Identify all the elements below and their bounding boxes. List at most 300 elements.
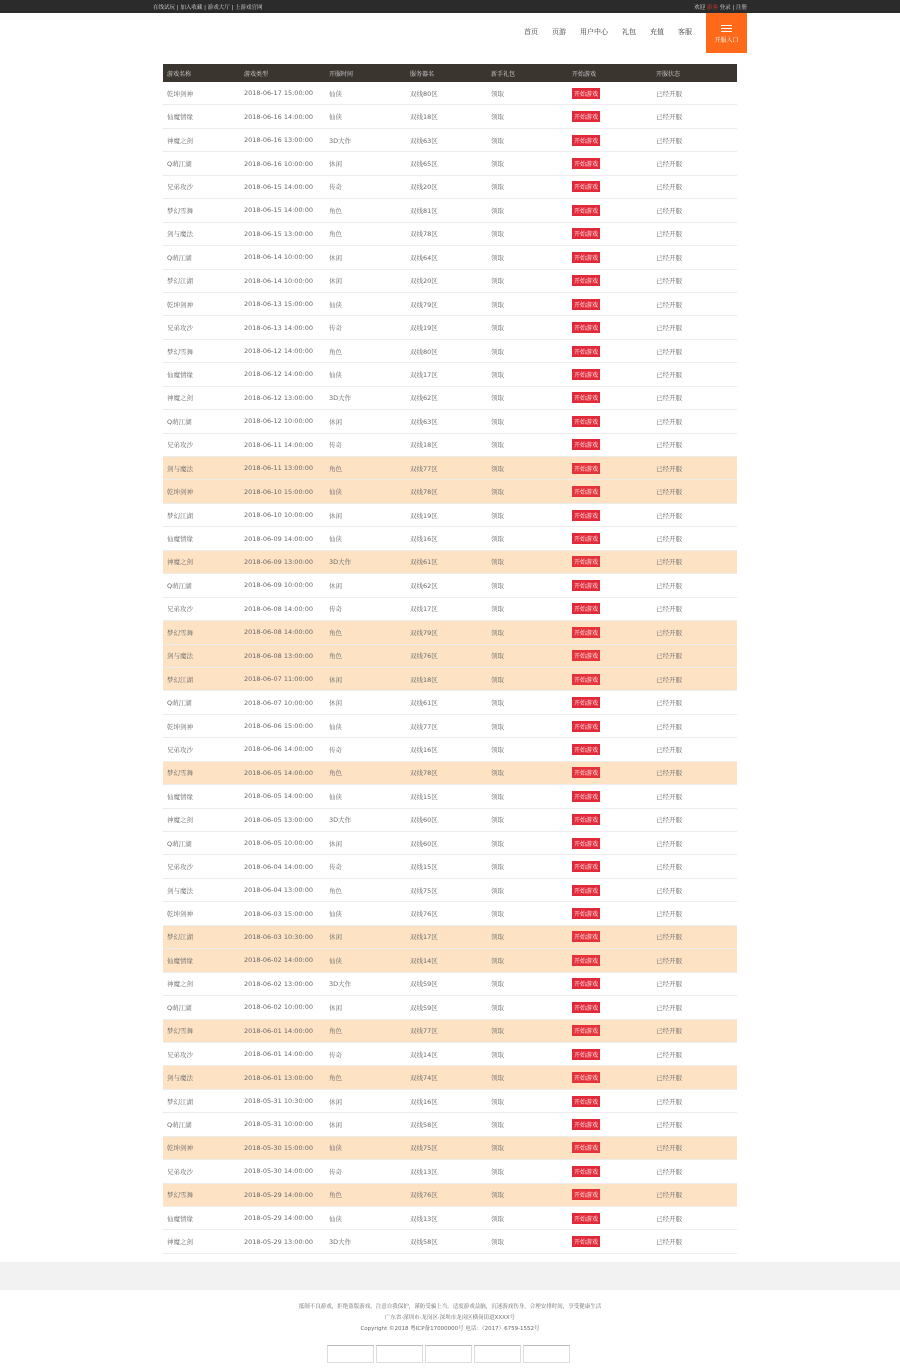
cell-game-name[interactable]: 兄弟攻沙 — [167, 441, 193, 450]
start-game-button[interactable]: 开始游戏 — [572, 885, 600, 896]
cell-game-name[interactable]: Q萌江湖 — [167, 581, 192, 590]
cell-open-time: 2018-06-04 13:00:00 — [244, 886, 314, 895]
start-game-button[interactable]: 开始游戏 — [572, 252, 600, 263]
cell-status: 已经开服 — [656, 769, 682, 778]
start-game-button[interactable]: 开始游戏 — [572, 1236, 600, 1247]
cell-game-name[interactable]: 梦幻雪舞 — [167, 1191, 193, 1200]
cell-game-type: 休闲 — [329, 277, 342, 286]
footer-badges — [327, 1345, 570, 1363]
cell-game-name[interactable]: 兄弟攻沙 — [167, 605, 193, 614]
cell-status: 已经开服 — [656, 89, 682, 98]
cell-open-time: 2018-06-03 10:30:00 — [244, 932, 314, 941]
cell-gift-link[interactable]: 领取 — [491, 417, 504, 426]
cell-game-name[interactable]: 兄弟攻沙 — [167, 745, 193, 754]
table-row — [163, 551, 737, 574]
start-game-button[interactable]: 开始游戏 — [572, 135, 600, 146]
cell-game-name[interactable]: 神魔之剑 — [167, 1238, 193, 1247]
cell-game-name[interactable]: Q萌江湖 — [167, 253, 192, 262]
cell-start — [568, 838, 650, 849]
start-game-button[interactable]: 开始游戏 — [572, 861, 600, 872]
nav-item-gift[interactable]: 礼包 — [622, 28, 636, 36]
start-game-button[interactable]: 开始游戏 — [572, 322, 600, 333]
start-game-button[interactable]: 开始游戏 — [572, 1002, 600, 1013]
cell-gift-link[interactable]: 领取 — [491, 1167, 504, 1176]
cell-gift-link[interactable]: 领取 — [491, 933, 504, 942]
cell-open-time: 2018-06-06 15:00:00 — [244, 722, 314, 731]
cell-open-time: 2018-06-02 10:00:00 — [244, 1003, 314, 1012]
cell-status: 已经开服 — [656, 745, 682, 754]
start-game-button[interactable]: 开始游戏 — [572, 978, 600, 989]
cell-gift-link[interactable]: 领取 — [491, 324, 504, 333]
cell-status: 已经开服 — [656, 206, 682, 215]
cell-game-type: 角色 — [329, 769, 342, 778]
cell-server-name: 双线16区 — [410, 745, 438, 754]
start-game-button[interactable]: 开始游戏 — [572, 580, 600, 591]
start-game-button[interactable]: 开始游戏 — [572, 533, 600, 544]
cell-game-type: 仙侠 — [329, 1214, 342, 1223]
cell-open-time: 2018-06-01 14:00:00 — [244, 1050, 314, 1059]
start-game-button[interactable]: 开始游戏 — [572, 674, 600, 685]
cell-game-name[interactable]: 梦幻雪舞 — [167, 347, 193, 356]
cell-game-name[interactable]: 梦幻雪舞 — [167, 1027, 193, 1036]
cell-gift-link[interactable]: 领取 — [491, 581, 504, 590]
cell-game-name[interactable]: 剑与魔法 — [167, 464, 193, 473]
cell-start — [568, 416, 650, 427]
cell-gift-link[interactable]: 领取 — [491, 1238, 504, 1247]
cell-gift-link[interactable]: 领取 — [491, 769, 504, 778]
table-row — [163, 246, 737, 269]
footer-address: 广东省·深圳市·龙岗区·深圳市龙岗区横岗街道XXXX号 — [384, 1315, 516, 1321]
cell-start — [568, 767, 650, 778]
cell-game-type: 传奇 — [329, 1050, 342, 1059]
start-game-button[interactable]: 开始游戏 — [572, 346, 600, 357]
start-game-button[interactable]: 开始游戏 — [572, 510, 600, 521]
cell-game-type: 休闲 — [329, 1003, 342, 1012]
cell-status: 已经开服 — [656, 1144, 682, 1153]
cell-game-name[interactable]: 乾坤剑神 — [167, 488, 193, 497]
cell-server-name: 双线20区 — [410, 183, 438, 192]
table-row — [163, 1207, 737, 1230]
cell-game-name[interactable]: 剑与魔法 — [167, 886, 193, 895]
start-game-button[interactable]: 开始游戏 — [572, 299, 600, 310]
badge-image[interactable] — [425, 1345, 472, 1363]
cell-game-name[interactable]: 梦幻雪舞 — [167, 206, 193, 215]
cell-server-name: 双线76区 — [410, 910, 438, 919]
cell-gift-link[interactable]: 领取 — [491, 1074, 504, 1083]
start-game-button[interactable]: 开始游戏 — [572, 416, 600, 427]
badge-image[interactable] — [474, 1345, 521, 1363]
cell-gift-link[interactable]: 领取 — [491, 558, 504, 567]
cell-open-time: 2018-06-09 14:00:00 — [244, 534, 314, 543]
cell-gift-link[interactable]: 领取 — [491, 652, 504, 661]
cell-game-name[interactable]: 神魔之剑 — [167, 816, 193, 825]
cell-status: 已经开服 — [656, 980, 682, 989]
cell-server-name: 双线74区 — [410, 1074, 438, 1083]
cell-game-name[interactable]: 兄弟攻沙 — [167, 1050, 193, 1059]
cell-gift-link[interactable]: 领取 — [491, 89, 504, 98]
table-row — [163, 199, 737, 222]
cell-gift-link[interactable]: 领取 — [491, 745, 504, 754]
cell-gift-link[interactable]: 领取 — [491, 464, 504, 473]
table-row — [163, 668, 737, 691]
badge-image[interactable] — [376, 1345, 423, 1363]
cell-gift-link[interactable]: 领取 — [491, 535, 504, 544]
cell-server-name: 双线75区 — [410, 1144, 438, 1153]
footer-notice: 抵制不良游戏，拒绝盗版游戏。注意自我保护，谨防受骗上当。适度游戏益脑，沉迷游戏伤身。合理安排时间，享受健康生活 — [298, 1304, 602, 1310]
cell-server-name: 双线79区 — [410, 300, 438, 309]
cell-game-name[interactable]: 仙魔情缘 — [167, 1214, 193, 1223]
start-game-button[interactable]: 开始游戏 — [572, 908, 600, 919]
cell-game-type: 休闲 — [329, 1120, 342, 1129]
cell-game-type: 传奇 — [329, 441, 342, 450]
cell-gift-link[interactable]: 领取 — [491, 1050, 504, 1059]
cell-start — [568, 299, 650, 310]
cell-game-type: 仙侠 — [329, 792, 342, 801]
start-game-button[interactable]: 开始游戏 — [572, 486, 600, 497]
cell-gift-link[interactable]: 领取 — [491, 1191, 504, 1200]
cell-server-name: 双线75区 — [410, 886, 438, 895]
cell-open-time: 2018-05-30 14:00:00 — [244, 1167, 314, 1176]
cell-gift-link[interactable]: 领取 — [491, 230, 504, 239]
cell-status: 已经开服 — [656, 160, 682, 169]
start-game-button[interactable]: 开始游戏 — [572, 1072, 600, 1083]
cell-gift-link[interactable]: 领取 — [491, 113, 504, 122]
cell-server-name: 双线18区 — [410, 675, 438, 684]
start-game-button[interactable]: 开始游戏 — [572, 650, 600, 661]
server-entry-button[interactable] — [706, 13, 747, 53]
cell-gift-link[interactable]: 领取 — [491, 488, 504, 497]
cell-game-name[interactable]: 梦幻江湖 — [167, 277, 193, 286]
cell-start — [568, 627, 650, 638]
table-row — [163, 1160, 737, 1183]
cell-open-time: 2018-06-11 13:00:00 — [244, 464, 314, 473]
start-game-button[interactable]: 开始游戏 — [572, 369, 600, 380]
start-game-button[interactable]: 开始游戏 — [572, 1025, 600, 1036]
start-game-button[interactable]: 开始游戏 — [572, 158, 600, 169]
cell-game-name[interactable]: Q萌江湖 — [167, 699, 192, 708]
cell-start — [568, 275, 650, 286]
cell-status: 已经开服 — [656, 277, 682, 286]
start-game-button[interactable]: 开始游戏 — [572, 791, 600, 802]
badge-image[interactable] — [523, 1345, 570, 1363]
cell-gift-link[interactable]: 领取 — [491, 277, 504, 286]
nav-item-recharge[interactable]: 充值 — [650, 28, 664, 36]
cell-game-name[interactable]: Q萌江湖 — [167, 160, 192, 169]
cell-open-time: 2018-06-02 14:00:00 — [244, 956, 314, 965]
cell-gift-link[interactable]: 领取 — [491, 910, 504, 919]
cell-game-name[interactable]: 梦幻江湖 — [167, 1097, 193, 1106]
cell-server-name: 双线19区 — [410, 324, 438, 333]
cell-start — [568, 1096, 650, 1107]
cell-server-name: 双线20区 — [410, 277, 438, 286]
cell-start — [568, 252, 650, 263]
cell-start — [568, 346, 650, 357]
cell-gift-link[interactable]: 领取 — [491, 839, 504, 848]
cell-open-time: 2018-05-31 10:00:00 — [244, 1120, 314, 1129]
cell-game-name[interactable]: 神魔之剑 — [167, 980, 193, 989]
cell-open-time: 2018-06-06 14:00:00 — [244, 745, 314, 754]
cell-gift-link[interactable]: 领取 — [491, 1027, 504, 1036]
start-game-button[interactable]: 开始游戏 — [572, 767, 600, 778]
cell-game-name[interactable]: 梦幻雪舞 — [167, 769, 193, 778]
start-game-button[interactable]: 开始游戏 — [572, 838, 600, 849]
table-row — [163, 738, 737, 761]
table-row — [163, 504, 737, 527]
cell-gift-link[interactable]: 领取 — [491, 1214, 504, 1223]
cell-open-time: 2018-05-30 15:00:00 — [244, 1143, 314, 1152]
cell-game-name[interactable]: 神魔之剑 — [167, 136, 193, 145]
nav-item-user-center[interactable]: 用户中心 — [580, 28, 608, 36]
cell-status: 已经开服 — [656, 628, 682, 637]
cell-start — [568, 556, 650, 567]
cell-start — [568, 463, 650, 474]
header-open-time: 开服时间 — [329, 70, 354, 78]
cell-server-name: 双线80区 — [410, 89, 438, 98]
cell-gift-link[interactable]: 领取 — [491, 347, 504, 356]
cell-game-name[interactable]: Q萌江湖 — [167, 839, 192, 848]
start-game-button[interactable]: 开始游戏 — [572, 1096, 600, 1107]
cell-game-type: 角色 — [329, 1074, 342, 1083]
cell-open-time: 2018-06-05 14:00:00 — [244, 768, 314, 777]
start-game-button[interactable]: 开始游戏 — [572, 205, 600, 216]
table-row — [163, 574, 737, 597]
cell-gift-link[interactable]: 领取 — [491, 1003, 504, 1012]
cell-status: 已经开服 — [656, 1003, 682, 1012]
cell-game-type: 仙侠 — [329, 488, 342, 497]
cell-game-name[interactable]: 兄弟攻沙 — [167, 863, 193, 872]
start-game-button[interactable]: 开始游戏 — [572, 228, 600, 239]
table-row — [163, 1113, 737, 1136]
cell-game-name[interactable]: 乾坤剑神 — [167, 910, 193, 919]
cell-open-time: 2018-06-10 15:00:00 — [244, 487, 314, 496]
cell-game-name[interactable]: 仙魔情缘 — [167, 370, 193, 379]
table-row — [163, 82, 737, 105]
table-row — [163, 410, 737, 433]
start-game-button[interactable]: 开始游戏 — [572, 1166, 600, 1177]
header-status: 开服状态 — [656, 70, 681, 78]
cell-gift-link[interactable]: 领取 — [491, 863, 504, 872]
cell-gift-link[interactable]: 领取 — [491, 956, 504, 965]
table-row — [163, 598, 737, 621]
start-game-button[interactable]: 开始游戏 — [572, 721, 600, 732]
cell-game-name[interactable]: Q萌江湖 — [167, 417, 192, 426]
cell-game-type: 传奇 — [329, 324, 342, 333]
cell-open-time: 2018-06-08 14:00:00 — [244, 604, 314, 613]
badge-image[interactable] — [327, 1345, 374, 1363]
cell-game-type: 休闲 — [329, 417, 342, 426]
table-row — [163, 809, 737, 832]
start-game-button[interactable]: 开始游戏 — [572, 463, 600, 474]
start-game-button[interactable]: 开始游戏 — [572, 744, 600, 755]
start-game-button[interactable]: 开始游戏 — [572, 697, 600, 708]
cell-open-time: 2018-06-12 13:00:00 — [244, 393, 314, 402]
cell-start — [568, 322, 650, 333]
table-body — [163, 82, 737, 1254]
cell-gift-link[interactable]: 领取 — [491, 370, 504, 379]
cell-status: 已经开服 — [656, 535, 682, 544]
table-row — [163, 363, 737, 386]
table-row — [163, 691, 737, 714]
start-game-button[interactable]: 开始游戏 — [572, 556, 600, 567]
cell-gift-link[interactable]: 领取 — [491, 441, 504, 450]
cell-game-name[interactable]: 仙魔情缘 — [167, 113, 193, 122]
cell-gift-link[interactable]: 领取 — [491, 1097, 504, 1106]
header-start-game: 开始游戏 — [572, 70, 597, 78]
cell-game-name[interactable]: 乾坤剑神 — [167, 1144, 193, 1153]
cell-server-name: 双线15区 — [410, 863, 438, 872]
cell-game-type: 角色 — [329, 628, 342, 637]
cell-start — [568, 392, 650, 403]
cell-gift-link[interactable]: 领取 — [491, 183, 504, 192]
start-game-button[interactable]: 开始游戏 — [572, 1119, 600, 1130]
cell-status: 已经开服 — [656, 886, 682, 895]
cell-gift-link[interactable]: 领取 — [491, 160, 504, 169]
cell-game-type: 休闲 — [329, 581, 342, 590]
cell-server-name: 双线78区 — [410, 488, 438, 497]
cell-start — [568, 1072, 650, 1083]
cell-game-name[interactable]: 兄弟攻沙 — [167, 1167, 193, 1176]
table-row — [163, 1090, 737, 1113]
start-game-button[interactable]: 开始游戏 — [572, 392, 600, 403]
cell-game-type: 角色 — [329, 886, 342, 895]
cell-gift-link[interactable]: 领取 — [491, 816, 504, 825]
footer-band — [0, 1262, 900, 1290]
start-game-button[interactable]: 开始游戏 — [572, 931, 600, 942]
cell-game-name[interactable]: 兄弟攻沙 — [167, 183, 193, 192]
nav-item-webgame[interactable]: 页游 — [552, 28, 566, 36]
cell-server-name: 双线17区 — [410, 605, 438, 614]
cell-status: 已经开服 — [656, 863, 682, 872]
cell-game-name[interactable]: 梦幻江湖 — [167, 511, 193, 520]
cell-server-name: 双线19区 — [410, 511, 438, 520]
cell-server-name: 双线58区 — [410, 1120, 438, 1129]
start-game-button[interactable]: 开始游戏 — [572, 627, 600, 638]
cell-gift-link[interactable]: 领取 — [491, 136, 504, 145]
cell-status: 已经开服 — [656, 417, 682, 426]
cell-open-time: 2018-06-03 15:00:00 — [244, 909, 314, 918]
cell-status: 已经开服 — [656, 511, 682, 520]
cell-open-time: 2018-06-14 10:00:00 — [244, 253, 314, 262]
start-game-button[interactable]: 开始游戏 — [572, 1142, 600, 1153]
cell-game-name[interactable]: 剑与魔法 — [167, 652, 193, 661]
start-game-button[interactable]: 开始游戏 — [572, 1049, 600, 1060]
start-game-button[interactable]: 开始游戏 — [572, 955, 600, 966]
cell-server-name: 双线62区 — [410, 581, 438, 590]
cell-open-time: 2018-06-05 10:00:00 — [244, 839, 314, 848]
cell-game-name[interactable]: 仙魔情缘 — [167, 956, 193, 965]
start-game-button[interactable]: 开始游戏 — [572, 814, 600, 825]
cell-gift-link[interactable]: 领取 — [491, 206, 504, 215]
cell-game-name[interactable]: 剑与魔法 — [167, 1074, 193, 1083]
top-bar-links[interactable]: 在线试玩 | 加入收藏 | 游戏大厅 | 上游戏官网 — [153, 5, 263, 11]
cell-game-name[interactable]: 乾坤剑神 — [167, 89, 193, 98]
cell-server-name: 双线60区 — [410, 839, 438, 848]
cell-gift-link[interactable]: 领取 — [491, 699, 504, 708]
main-nav — [524, 27, 692, 37]
cell-game-name[interactable]: 乾坤剑神 — [167, 722, 193, 731]
start-game-button[interactable]: 开始游戏 — [572, 603, 600, 614]
cell-gift-link[interactable]: 领取 — [491, 792, 504, 801]
cell-game-type: 仙侠 — [329, 956, 342, 965]
start-game-button[interactable]: 开始游戏 — [572, 88, 600, 99]
cell-open-time: 2018-06-07 10:00:00 — [244, 698, 314, 707]
table-row — [163, 480, 737, 503]
cell-start — [568, 228, 650, 239]
cell-game-name[interactable]: 兄弟攻沙 — [167, 324, 193, 333]
cell-status: 已经开服 — [656, 300, 682, 309]
cell-server-name: 双线65区 — [410, 160, 438, 169]
cell-status: 已经开服 — [656, 1120, 682, 1129]
cell-game-name[interactable]: 神魔之剑 — [167, 394, 193, 403]
table-row — [163, 316, 737, 339]
welcome-text: 欢迎 — [694, 5, 706, 11]
cell-game-name[interactable]: 梦幻雪舞 — [167, 628, 193, 637]
cell-game-type: 角色 — [329, 347, 342, 356]
cell-game-type: 传奇 — [329, 863, 342, 872]
table-row — [163, 387, 737, 410]
start-game-button[interactable]: 开始游戏 — [572, 111, 600, 122]
cell-gift-link[interactable]: 领取 — [491, 675, 504, 684]
nav-item-service[interactable]: 客服 — [678, 28, 692, 36]
cell-gift-link[interactable]: 领取 — [491, 628, 504, 637]
cell-start — [568, 181, 650, 192]
table-row — [163, 926, 737, 949]
start-game-button[interactable]: 开始游戏 — [572, 1189, 600, 1200]
start-game-button[interactable]: 开始游戏 — [572, 181, 600, 192]
cell-gift-link[interactable]: 领取 — [491, 1120, 504, 1129]
start-game-button[interactable]: 开始游戏 — [572, 1213, 600, 1224]
cell-server-name: 双线14区 — [410, 1050, 438, 1059]
cell-game-name[interactable]: 梦幻江湖 — [167, 933, 193, 942]
cell-game-name[interactable]: 仙魔情缘 — [167, 535, 193, 544]
cell-gift-link[interactable]: 领取 — [491, 980, 504, 989]
start-game-button[interactable]: 开始游戏 — [572, 439, 600, 450]
cell-game-type: 3D大作 — [329, 558, 352, 567]
cell-game-type: 休闲 — [329, 839, 342, 848]
login-register-links[interactable]: 登录 | 注册 — [719, 5, 747, 11]
cell-open-time: 2018-06-05 14:00:00 — [244, 792, 314, 801]
cell-game-type: 休闲 — [329, 160, 342, 169]
cell-game-name[interactable]: 神魔之剑 — [167, 558, 193, 567]
cell-game-name[interactable]: 梦幻江湖 — [167, 675, 193, 684]
cell-gift-link[interactable]: 领取 — [491, 886, 504, 895]
cell-gift-link[interactable]: 领取 — [491, 394, 504, 403]
cell-server-name: 双线80区 — [410, 347, 438, 356]
cell-gift-link[interactable]: 领取 — [491, 1144, 504, 1153]
cell-status: 已经开服 — [656, 464, 682, 473]
cell-gift-link[interactable]: 领取 — [491, 511, 504, 520]
cell-game-name[interactable]: Q萌江湖 — [167, 1003, 192, 1012]
nav-item-home[interactable]: 首页 — [524, 28, 538, 36]
cell-status: 已经开服 — [656, 1097, 682, 1106]
cell-open-time: 2018-06-11 14:00:00 — [244, 440, 314, 449]
cell-game-name[interactable]: 仙魔情缘 — [167, 792, 193, 801]
cell-status: 已经开服 — [656, 113, 682, 122]
cell-game-type: 角色 — [329, 230, 342, 239]
cell-game-name[interactable]: 乾坤剑神 — [167, 300, 193, 309]
cell-gift-link[interactable]: 领取 — [491, 722, 504, 731]
cell-game-name[interactable]: 剑与魔法 — [167, 230, 193, 239]
start-game-button[interactable]: 开始游戏 — [572, 275, 600, 286]
top-bar-user — [694, 3, 747, 11]
cell-server-name: 双线17区 — [410, 933, 438, 942]
cell-gift-link[interactable]: 领取 — [491, 253, 504, 262]
cell-gift-link[interactable]: 领取 — [491, 605, 504, 614]
cell-game-type: 休闲 — [329, 699, 342, 708]
cell-gift-link[interactable]: 领取 — [491, 300, 504, 309]
cell-status: 已经开服 — [656, 253, 682, 262]
cell-game-name[interactable]: Q萌江湖 — [167, 1120, 192, 1129]
